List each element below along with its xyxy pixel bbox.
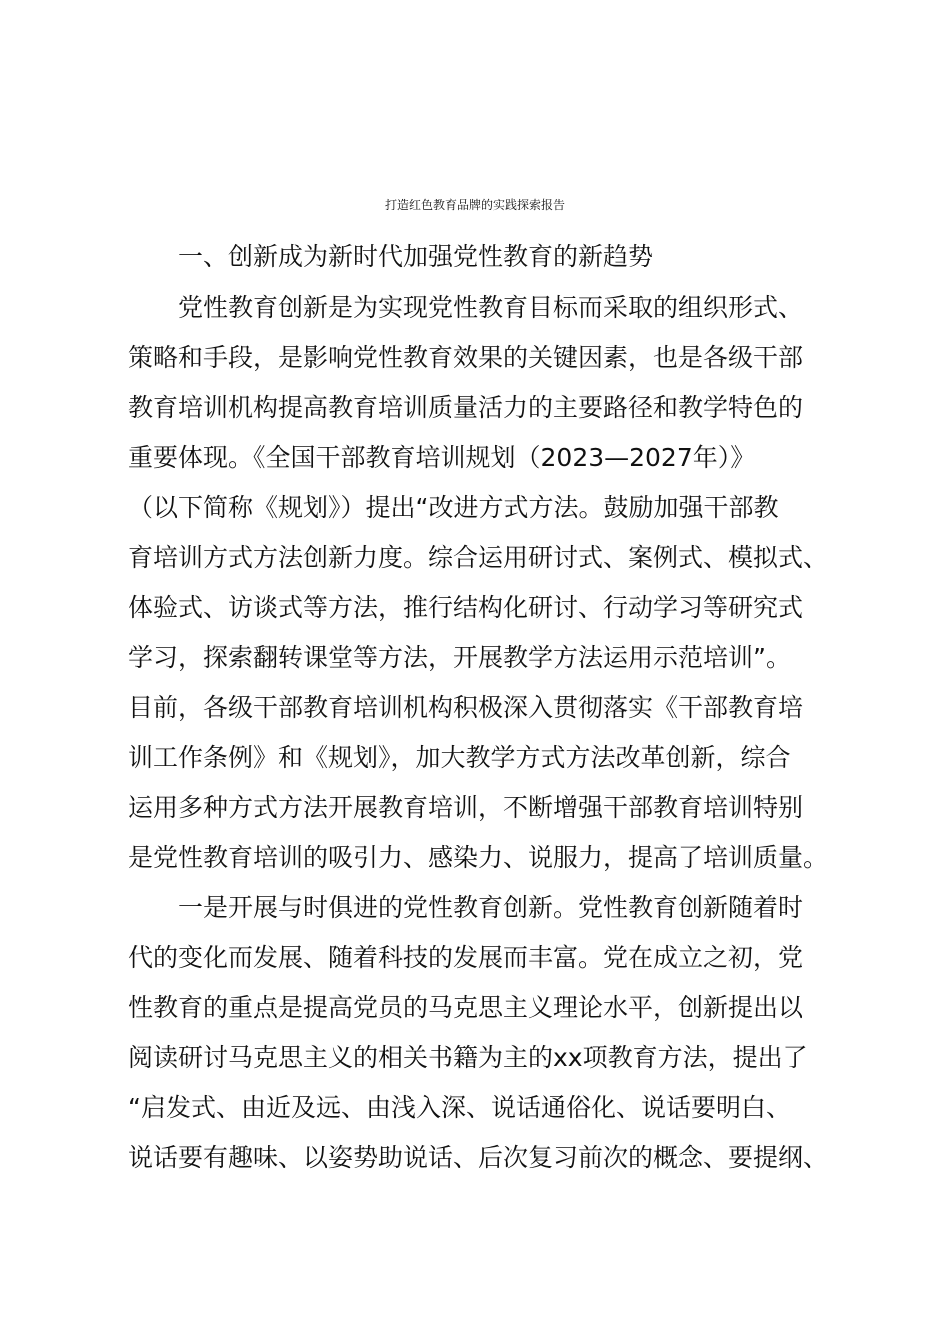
paragraph-line: （以下简称《规划》）提出“改进方式方法。鼓励加强干部教 bbox=[128, 493, 779, 522]
paragraph-line: 教育培训机构提高教育培训质量活力的主要路径和教学特色的 bbox=[128, 393, 804, 422]
paragraph-line: 说话要有趣味、以姿势助说话、后次复习前次的概念、要提纲、 bbox=[128, 1143, 829, 1172]
paragraph-line: 党性教育创新是为实现党性教育目标而采取的组织形式、 bbox=[178, 293, 804, 322]
paragraph-line: 体验式、访谈式等方法，推行结构化研讨、行动学习等研究式 bbox=[128, 593, 804, 622]
paragraph-line: 学习，探索翻转课堂等方法，开展教学方法运用示范培训”。 bbox=[128, 643, 791, 672]
paragraph-line: “启发式、由近及远、由浅入深、说话通俗化、说话要明白、 bbox=[128, 1093, 791, 1122]
paragraph-line: 一是开展与时俱进的党性教育创新。党性教育创新随着时 bbox=[178, 893, 804, 922]
paragraph-line: 是党性教育培训的吸引力、感染力、说服力，提高了培训质量。 bbox=[128, 843, 829, 872]
section-heading: 一、创新成为新时代加强党性教育的新趋势 bbox=[178, 242, 654, 271]
paragraph-line: 阅读研讨马克思主义的相关书籍为主的xx项教育方法，提出了 bbox=[128, 1043, 808, 1072]
paragraph-line: 重要体现。《全国干部教育培训规划（2023—2027年）》 bbox=[128, 443, 756, 472]
paragraph-line: 策略和手段，是影响党性教育效果的关键因素，也是各级干部 bbox=[128, 343, 804, 372]
paragraph-line: 训工作条例》和《规划》，加大教学方式方法改革创新，综合 bbox=[128, 743, 791, 772]
document-title: 打造红色教育品牌的实践探索报告 bbox=[384, 198, 565, 212]
paragraph-line: 目前，各级干部教育培训机构积极深入贯彻落实《干部教育培 bbox=[128, 693, 804, 722]
paragraph-line: 代的变化而发展、随着科技的发展而丰富。党在成立之初，党 bbox=[128, 943, 804, 972]
paragraph-line: 育培训方式方法创新力度。综合运用研讨式、案例式、模拟式、 bbox=[128, 543, 829, 572]
paragraph-line: 运用多种方式方法开展教育培训，不断增强干部教育培训特别 bbox=[128, 793, 804, 822]
paragraph-line: 性教育的重点是提高党员的马克思主义理论水平，创新提出以 bbox=[128, 993, 804, 1022]
